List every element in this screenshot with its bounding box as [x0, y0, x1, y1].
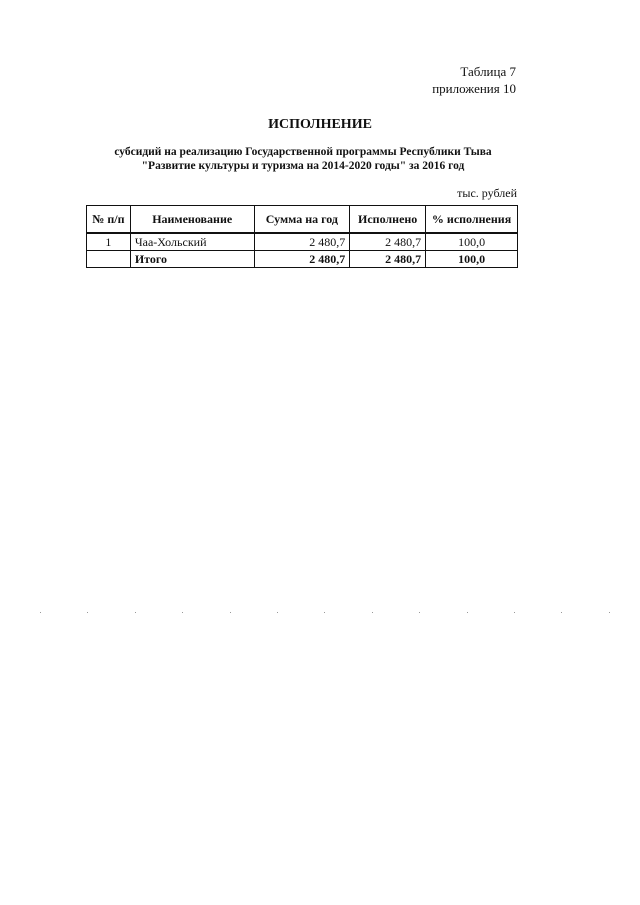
- cell-name: Чаа-Хольский: [130, 233, 254, 251]
- col-header-executed: Исполнено: [350, 206, 426, 234]
- cell-executed: 2 480,7: [350, 233, 426, 251]
- cell-executed: 2 480,7: [350, 251, 426, 268]
- col-header-number: № п/п: [87, 206, 131, 234]
- cell-annual-sum: 2 480,7: [254, 233, 350, 251]
- cell-percent: 100,0: [426, 251, 518, 268]
- cell-name: Итого: [130, 251, 254, 268]
- scan-artifact-dots: [40, 612, 610, 613]
- table-number: Таблица 7: [460, 64, 516, 79]
- unit-label: тыс. рублей: [457, 186, 517, 200]
- cell-percent: 100,0: [426, 233, 518, 251]
- document-subtitle-line1: субсидий на реализацию Государственной программы Республики Тыва: [114, 146, 492, 158]
- col-header-name: Наименование: [130, 206, 254, 234]
- table-header-row: [87, 206, 518, 234]
- table-row: [87, 233, 518, 251]
- table-total-row: [87, 251, 518, 268]
- document-subtitle-line2: "Развитие культуры и туризма на 2014-2020 годы" за 2016 год: [141, 160, 465, 172]
- cell-number: 1: [87, 233, 131, 251]
- appendix-number: приложения 10: [432, 81, 516, 96]
- cell-annual-sum: 2 480,7: [254, 251, 350, 268]
- cell-number: [87, 251, 131, 268]
- col-header-annual-sum: Сумма на год: [254, 206, 350, 234]
- col-header-percent: % исполнения: [426, 206, 518, 234]
- document-title: ИСПОЛНЕНИЕ: [268, 117, 372, 132]
- execution-table: [86, 205, 518, 268]
